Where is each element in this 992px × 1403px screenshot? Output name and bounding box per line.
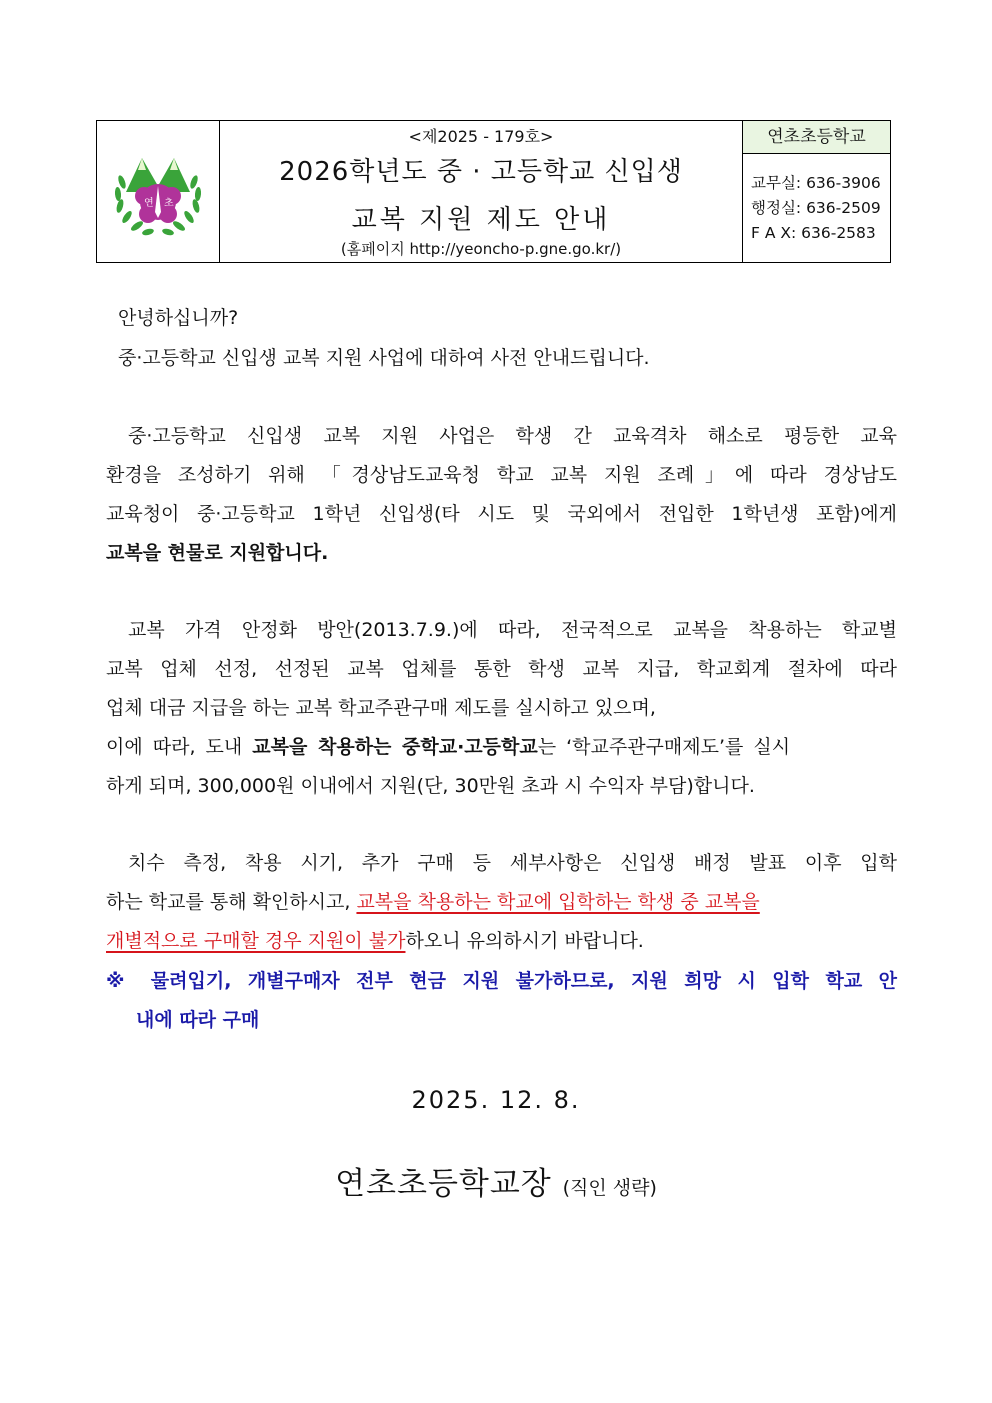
logo-text-right: 초 bbox=[164, 197, 174, 209]
p1-line-3: 교육청이 중·고등학교 1학년 신입생(타 시도 및 국외에서 전입한 1학년생 포함)에게 bbox=[106, 503, 897, 525]
p2-line-4-b: 교복을 착용하는 중학교·고등학교 bbox=[252, 736, 538, 758]
school-logo-emblem bbox=[108, 142, 208, 242]
seal-note: (직인 생략) bbox=[562, 1177, 657, 1199]
p1-line-1: 중·고등학교 신입생 교복 지원 사업은 학생 간 교육격차 해소로 평등한 교육 bbox=[128, 425, 897, 447]
title-line-2: 교복 지원 제도 안내 bbox=[351, 205, 611, 235]
p3-line-2 bbox=[106, 887, 760, 914]
p3-warning-part-2: 개별적으로 구매할 경우 지원이 불가 bbox=[106, 930, 406, 952]
p2-line-4-a: 이에 따라, 도내 bbox=[106, 736, 253, 758]
logo-cell bbox=[97, 121, 220, 262]
signer-name: 연초초등학교장 bbox=[335, 1166, 552, 1202]
p3-line-3 bbox=[106, 926, 644, 953]
note-line-1: ※ 물려입기, 개별구매자 전부 현금 지원 불가하므로, 지원 희망 시 입학 학교 안 bbox=[106, 970, 897, 992]
p3-warning-part-1: 교복을 착용하는 학교에 입학하는 학생 중 교복을 bbox=[356, 891, 760, 913]
signer bbox=[0, 1158, 992, 1203]
contact-fax: F A X: 636-2583 bbox=[751, 224, 876, 242]
p2-line-5: 하게 되며, 300,000원 이내에서 지원(단, 30만원 초과 시 수익자 부담)합니다. bbox=[106, 775, 755, 797]
header-table bbox=[96, 120, 891, 263]
contact-cell bbox=[743, 121, 890, 262]
title-line-1: 2026학년도 중 · 고등학교 신입생 bbox=[279, 157, 683, 187]
p3-line-1: 치수 측정, 착용 시기, 추가 구매 등 세부사항은 신입생 배정 발표 이후 입학 bbox=[128, 852, 897, 874]
greeting: 안녕하십니까? bbox=[118, 307, 239, 329]
p2-line-4-c: 는 ‘학교주관구매제도’를 실시 bbox=[537, 736, 791, 758]
document-date: 2025. 12. 8. bbox=[411, 1086, 581, 1114]
contact-admin: 행정실: 636-2509 bbox=[751, 199, 881, 217]
intro: 중·고등학교 신입생 교복 지원 사업에 대하여 사전 안내드립니다. bbox=[118, 347, 650, 369]
p1-line-4: 교복을 현물로 지원합니다. bbox=[106, 542, 329, 564]
p3-line-3-b: 하오니 유의하시기 바랍니다. bbox=[405, 930, 644, 952]
homepage-url: (홈페이지 http://yeoncho-p.gne.go.kr/) bbox=[340, 240, 622, 258]
title-cell bbox=[220, 121, 743, 262]
note-line-2: 내에 따라 구매 bbox=[136, 1009, 260, 1031]
p2-line-2: 교복 업체 선정, 선정된 교복 업체를 통한 학생 교복 지급, 학교회계 절차에 따라 bbox=[106, 658, 897, 680]
school-name: 연초초등학교 bbox=[743, 121, 890, 154]
contact-office: 교무실: 636-3906 bbox=[751, 174, 881, 192]
p2-line-1: 교복 가격 안정화 방안(2013.7.9.)에 따라, 전국적으로 교복을 착용하는 학교별 bbox=[128, 619, 897, 641]
contact-list bbox=[751, 171, 881, 246]
p2-line-3: 업체 대금 지급을 하는 교복 학교주관구매 제도를 실시하고 있으며, bbox=[106, 697, 656, 719]
p1-line-2: 환경을 조성하기 위해 「경상남도교육청 학교 교복 지원 조례」에 따라 경상남도 bbox=[106, 464, 897, 486]
logo-text-left: 연 bbox=[144, 197, 154, 209]
p3-line-2-a: 하는 학교를 통해 확인하시고, bbox=[106, 891, 357, 913]
document-number: <제2025 - 179호> bbox=[408, 127, 554, 146]
p2-line-4 bbox=[106, 732, 897, 759]
